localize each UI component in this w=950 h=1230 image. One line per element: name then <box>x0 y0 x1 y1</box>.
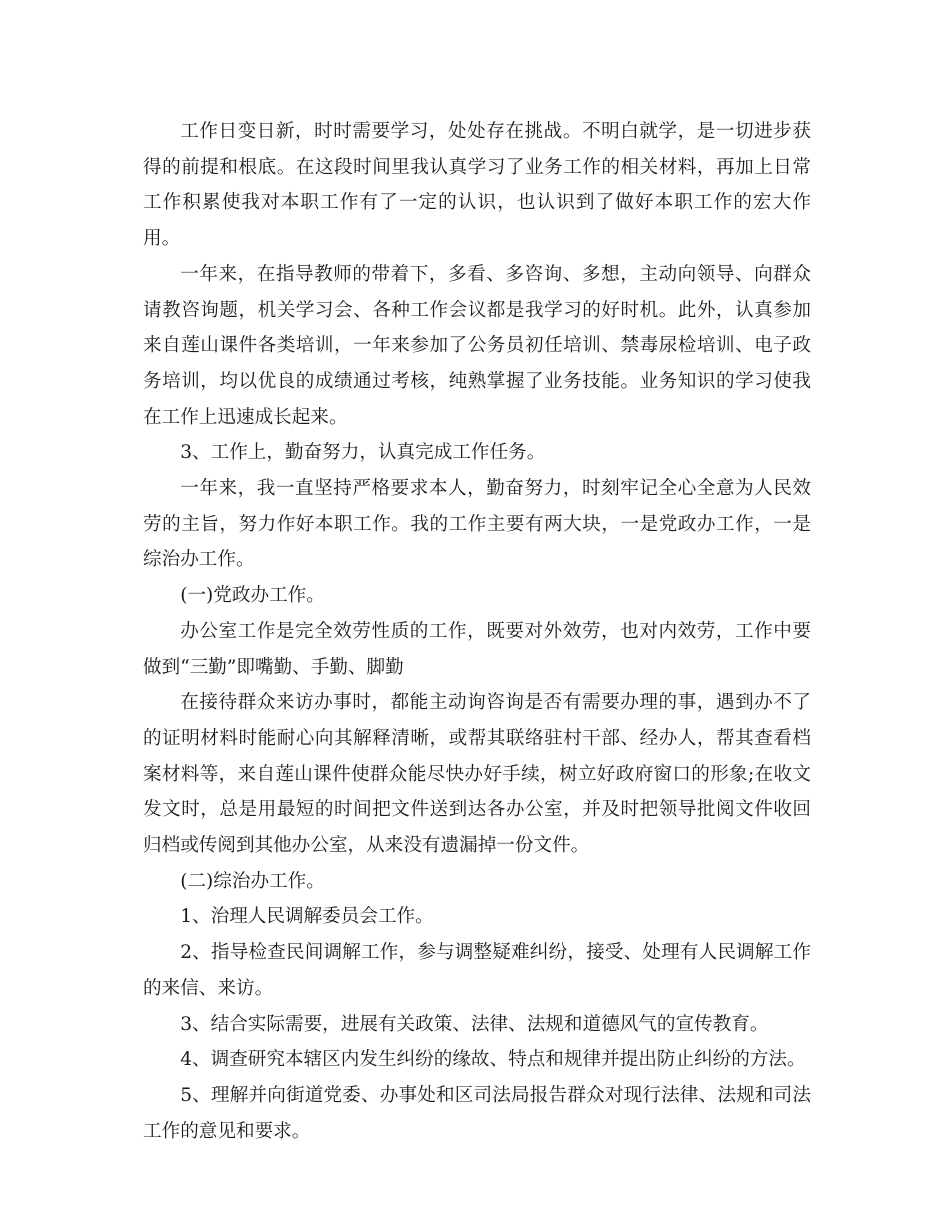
section-heading-work: 3、工作上，勤奋努力，认真完成工作任务。 <box>180 442 546 464</box>
list-item-4: 4、调查研究本辖区内发生纠纷的缘故、特点和规律并提出防止纠纷的方法。 <box>180 1049 806 1071</box>
list-item-5: 5、理解并向街道党委、办事处和区司法局报告群众对现行法律、法规和司法工作的意见和要求。 <box>143 1084 811 1142</box>
document-body <box>143 114 811 1149</box>
paragraph-reception: 在接待群众来访办事时，都能主动询咨询是否有需要办理的事，遇到办不了的证明材料时能耐心向其解释清晰，或帮其联络驻村干部、经办人，帮其查看档案材料等，来自莲山课件使群众能尽快办好手续，树立好政府窗口的形象;在收文发文时，总是用最短的时间把文件送到达各办公室，并及时把领导批阅文件收回归档或传阅到其他办公室，从来没有遗漏掉一份文件。 <box>143 692 811 857</box>
list-item-2: 2、指导检查民间调解工作，参与调整疑难纠纷，接受、处理有人民调解工作的来信、来访。 <box>143 942 811 999</box>
paragraph-learning: 工作日变日新，时时需要学习，处处存在挑战。不明白就学，是一切进步获得的前提和根底。在这段时间里我认真学习了业务工作的相关材料，再加上日常工作积累使我对本职工作有了一定的认识，也认识到了做好本职工作的宏大作用。 <box>143 121 811 250</box>
subheading-comprehensive-office: (二)综治办工作。 <box>180 870 325 892</box>
subheading-party-office: (一)党政办工作。 <box>180 585 325 607</box>
list-item-1: 1、治理人民调解委员会工作。 <box>180 906 434 928</box>
list-item-3: 3、结合实际需要，进展有关政策、法律、法规和道德风气的宣传教育。 <box>180 1013 769 1035</box>
paragraph-training: 一年来，在指导教师的带着下，多看、多咨询、多想，主动向领导、向群众请教咨询题，机关学习会、各种工作会议都是我学习的好时机。此外，认真参加来自莲山课件各类培训，一年来参加了公务员初任培训、禁毒尿检培训、电子政务培训，均以优良的成绩通过考核，纯熟掌握了业务技能。业务知识的学习使我在工作上迅速成长起来。 <box>143 263 811 428</box>
paragraph-office-work: 办公室工作是完全效劳性质的工作，既要对外效劳，也对内效劳，工作中要做到“三勤”即嘴勤、手勤、脚勤 <box>143 620 811 678</box>
paragraph-work-overview: 一年来，我一直坚持严格要求本人，勤奋努力，时刻牢记全心全意为人民效劳的主旨，努力作好本职工作。我的工作主要有两大块，一是党政办工作，一是综治办工作。 <box>143 478 811 571</box>
